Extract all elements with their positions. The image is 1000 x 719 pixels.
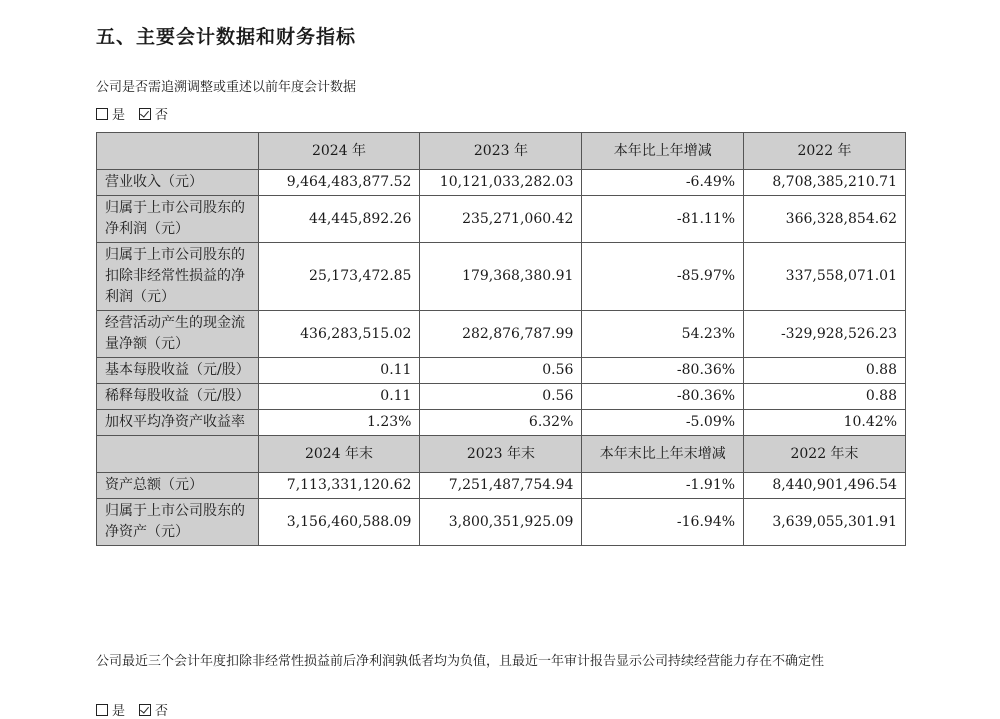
row-label: 归属于上市公司股东的扣除非经常性损益的净利润（元） [97, 243, 259, 311]
cell-change: -85.97% [582, 243, 744, 311]
cell-2024: 0.11 [258, 384, 420, 410]
checkbox-checked-icon[interactable] [139, 108, 151, 120]
header-cell: 2023 年 [420, 133, 582, 170]
cell-change: -81.11% [582, 196, 744, 243]
header-cell: 本年末比上年末增减 [582, 436, 744, 473]
row-label: 资产总额（元） [97, 473, 259, 499]
going-concern-no-label: 否 [155, 704, 169, 719]
table-row [97, 473, 906, 499]
row-label: 归属于上市公司股东的净资产（元） [97, 499, 259, 546]
restate-no-label: 否 [155, 108, 169, 123]
cell-2023: 6.32% [420, 410, 582, 436]
going-concern-yes-label: 是 [112, 704, 126, 719]
cell-2023: 0.56 [420, 384, 582, 410]
header-cell: 2024 年 [258, 133, 420, 170]
cell-2022: 8,708,385,210.71 [744, 170, 906, 196]
cell-2022: 337,558,071.01 [744, 243, 906, 311]
cell-2022: 10.42% [744, 410, 906, 436]
cell-2024: 0.11 [258, 358, 420, 384]
cell-change: -16.94% [582, 499, 744, 546]
cell-2023: 0.56 [420, 358, 582, 384]
cell-change: -5.09% [582, 410, 744, 436]
cell-2022: 366,328,854.62 [744, 196, 906, 243]
header-cell [97, 436, 259, 473]
row-label: 营业收入（元） [97, 170, 259, 196]
restate-yes-label: 是 [112, 108, 126, 123]
table-header-row [97, 133, 906, 170]
row-label: 稀释每股收益（元/股） [97, 384, 259, 410]
table-row [97, 410, 906, 436]
table-header-row [97, 436, 906, 473]
cell-2023: 7,251,487,754.94 [420, 473, 582, 499]
cell-change: -6.49% [582, 170, 744, 196]
header-cell: 2023 年末 [420, 436, 582, 473]
cell-2022: -329,928,526.23 [744, 311, 906, 358]
cell-2024: 25,173,472.85 [258, 243, 420, 311]
cell-change: -80.36% [582, 384, 744, 410]
cell-2023: 282,876,787.99 [420, 311, 582, 358]
cell-change: -80.36% [582, 358, 744, 384]
cell-2023: 179,368,380.91 [420, 243, 582, 311]
row-label: 基本每股收益（元/股） [97, 358, 259, 384]
cell-2024: 436,283,515.02 [258, 311, 420, 358]
header-cell: 2024 年末 [258, 436, 420, 473]
table-row [97, 196, 906, 243]
cell-change: -1.91% [582, 473, 744, 499]
going-concern-note: 公司最近三个会计年度扣除非经常性损益前后净利润孰低者均为负值，且最近一年审计报告显示公司持续经营能力存在不确定性 [96, 654, 825, 669]
cell-2024: 1.23% [258, 410, 420, 436]
table-row [97, 243, 906, 311]
table-row [97, 358, 906, 384]
header-cell: 2022 年末 [744, 436, 906, 473]
table-row [97, 384, 906, 410]
financial-indicators-table [96, 132, 906, 546]
cell-2024: 44,445,892.26 [258, 196, 420, 243]
cell-2024: 9,464,483,877.52 [258, 170, 420, 196]
row-label: 加权平均净资产收益率 [97, 410, 259, 436]
row-label: 经营活动产生的现金流量净额（元） [97, 311, 259, 358]
table-row [97, 170, 906, 196]
restate-question: 公司是否需追溯调整或重述以前年度会计数据 [96, 80, 357, 95]
row-label: 归属于上市公司股东的净利润（元） [97, 196, 259, 243]
cell-2023: 3,800,351,925.09 [420, 499, 582, 546]
cell-2024: 3,156,460,588.09 [258, 499, 420, 546]
cell-2022: 0.88 [744, 358, 906, 384]
checkbox-unchecked-icon[interactable] [96, 108, 108, 120]
header-cell: 2022 年 [744, 133, 906, 170]
table-row [97, 499, 906, 546]
cell-2023: 235,271,060.42 [420, 196, 582, 243]
restate-options [96, 104, 168, 123]
cell-change: 54.23% [582, 311, 744, 358]
cell-2022: 0.88 [744, 384, 906, 410]
header-cell [97, 133, 259, 170]
cell-2022: 8,440,901,496.54 [744, 473, 906, 499]
cell-2023: 10,121,033,282.03 [420, 170, 582, 196]
header-cell: 本年比上年增减 [582, 133, 744, 170]
section-heading: 五、主要会计数据和财务指标 [96, 26, 357, 48]
cell-2024: 7,113,331,120.62 [258, 473, 420, 499]
table-row [97, 311, 906, 358]
cell-2022: 3,639,055,301.91 [744, 499, 906, 546]
